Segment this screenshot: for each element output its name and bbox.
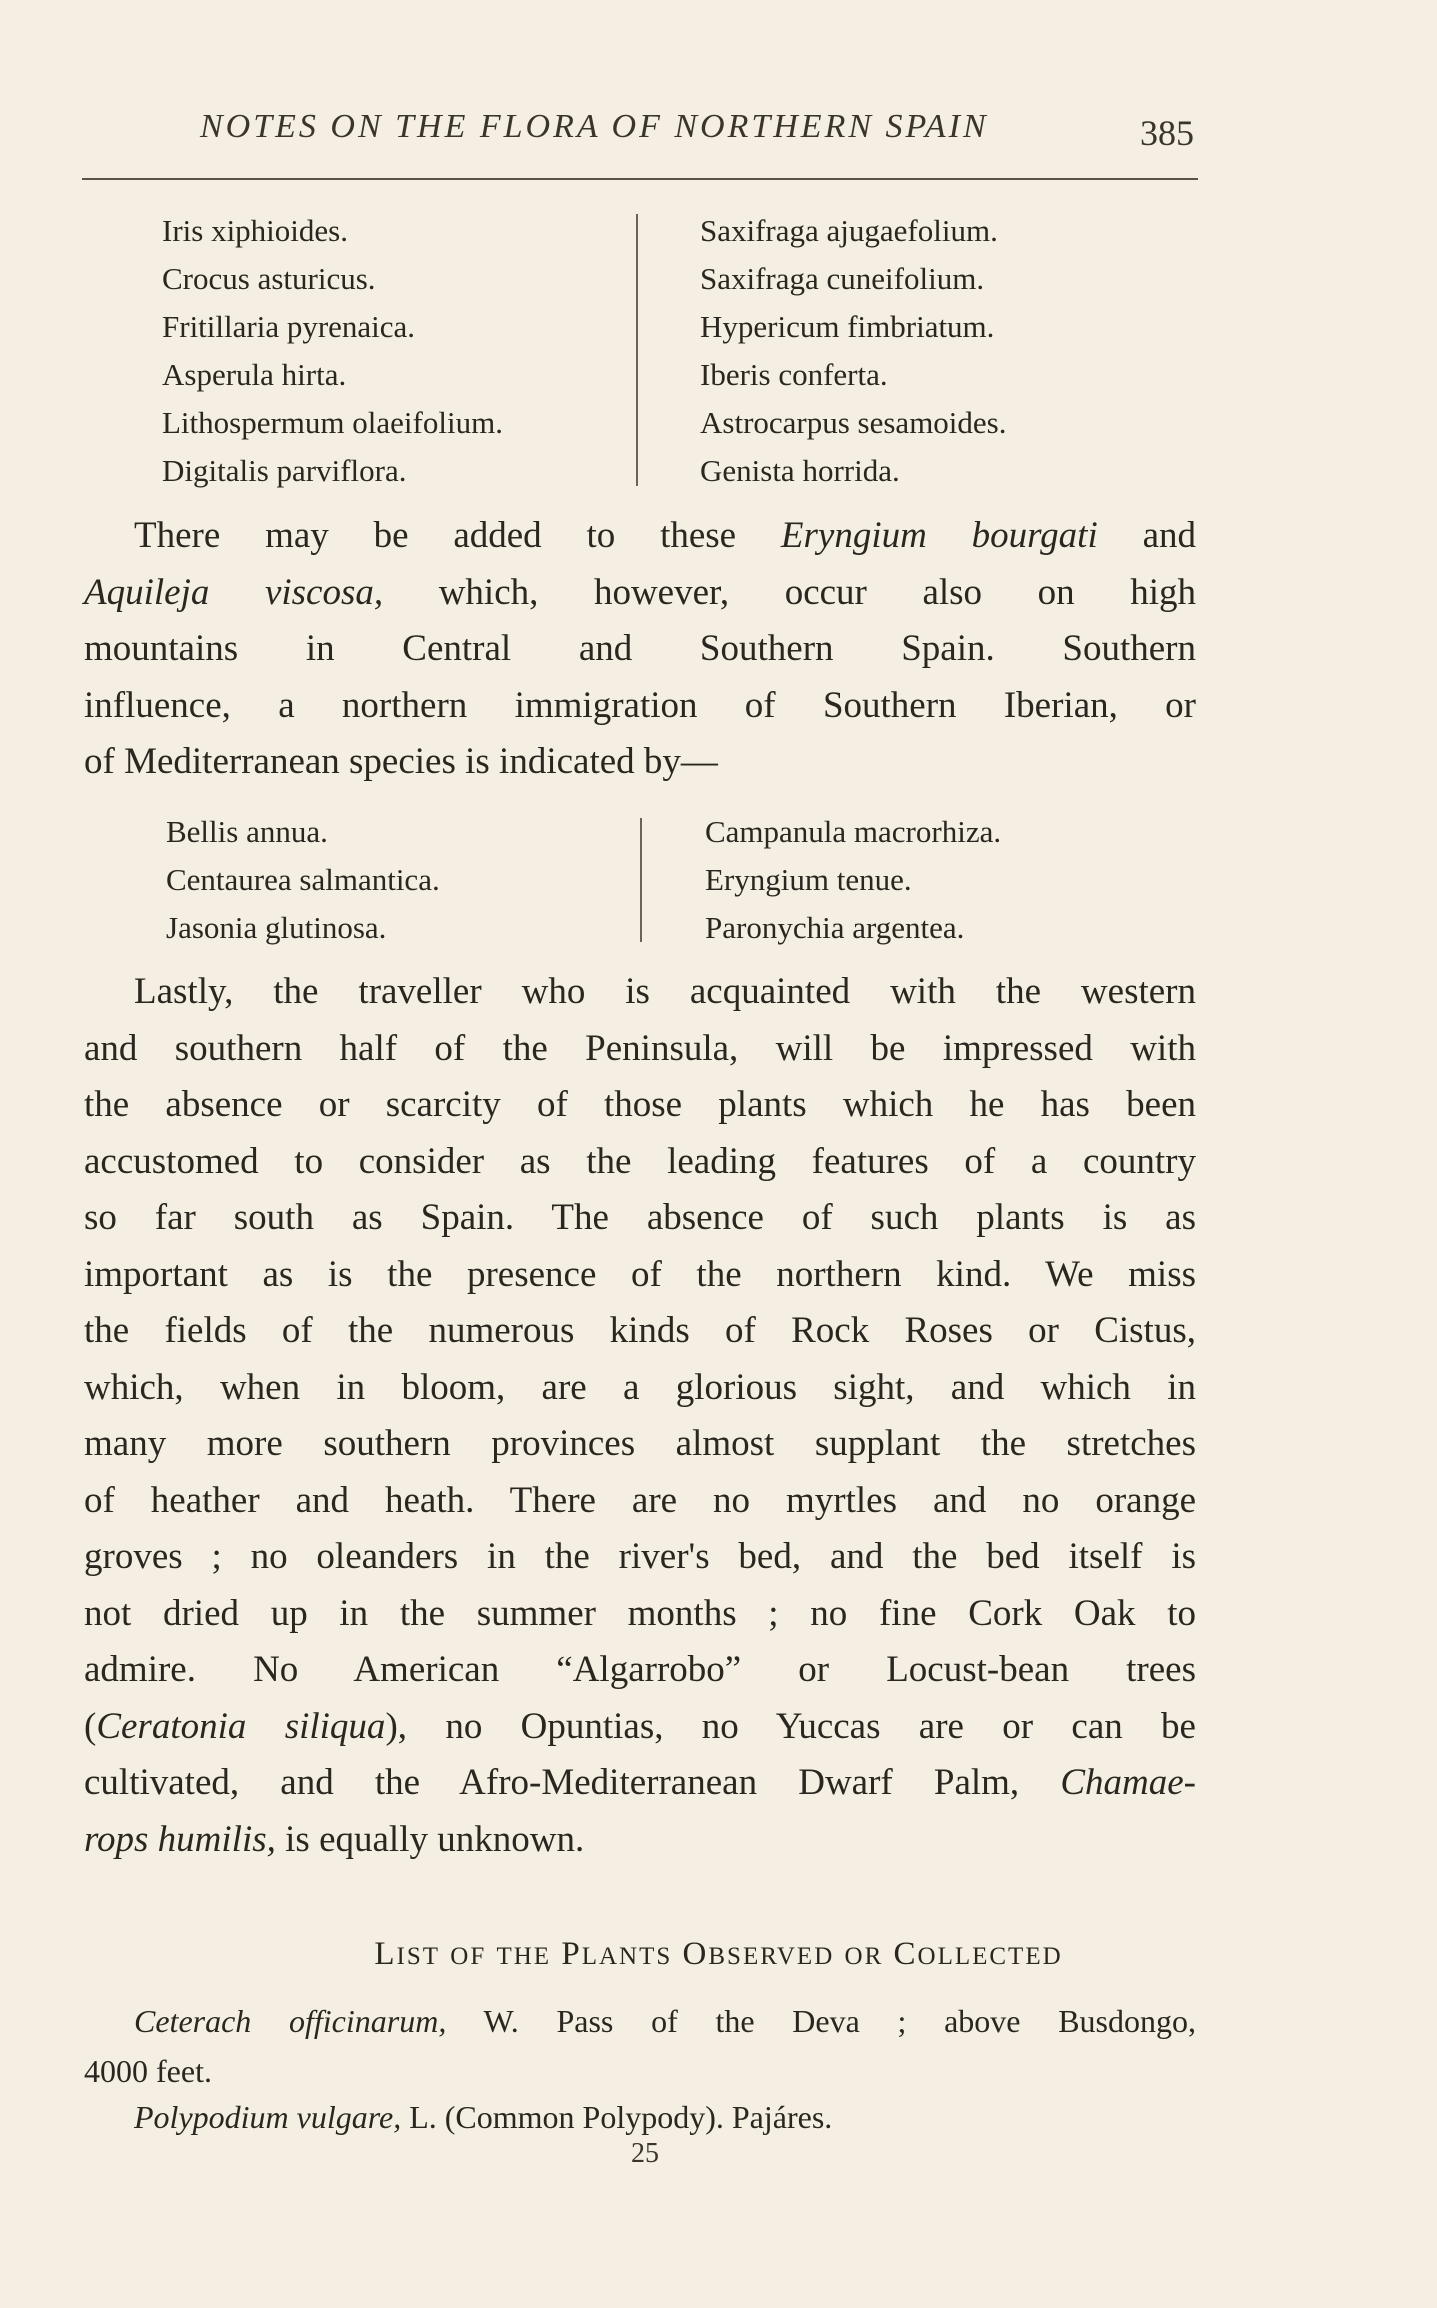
text-line: so far south as Spain. The absence of such plants is as	[84, 1197, 1196, 1238]
text-line: rops humilis, is equally unknown.	[84, 1818, 585, 1860]
text-line: and southern half of the Peninsula, will be impressed with	[84, 1027, 1196, 1069]
text-line: of heather and heath. There are no myrtles and no orange	[84, 1479, 1196, 1521]
list-item: Jasonia glutinosa.	[166, 910, 387, 945]
list-item: Lithospermum olaeifolium.	[162, 405, 503, 440]
text-line: important as is the presence of the northern kind. We miss	[84, 1253, 1196, 1295]
section-heading: LIST OF THE PLANTS OBSERVED OR COLLECTED	[374, 1936, 1063, 1972]
text-line: cultivated, and the Afro-Mediterranean Dwarf Palm, Chamae-	[84, 1762, 1196, 1803]
paragraph-2	[84, 964, 1196, 1868]
list-item: Fritillaria pyrenaica.	[162, 309, 416, 344]
list-item: Genista horrida.	[700, 453, 900, 488]
text-line: 4000 feet.	[84, 2053, 212, 2089]
text-line: many more southern provinces almost supplant the stretches	[84, 1423, 1196, 1464]
list-item: Asperula hirta.	[162, 357, 347, 392]
list-item: Hypericum fimbriatum.	[700, 309, 995, 344]
text-line: admire. No American “Algarrobo” or Locust-bean trees	[84, 1649, 1196, 1690]
plant-entry-2	[84, 2092, 1196, 2142]
list-item: Eryngium tenue.	[705, 862, 912, 897]
text-line: which, when in bloom, are a glorious sight, and which in	[84, 1366, 1196, 1408]
species-list-2-right	[705, 808, 1001, 952]
list-item: Iris xiphioides.	[162, 213, 348, 248]
list-item: Saxifraga cuneifolium.	[700, 261, 985, 296]
text-line: influence, a northern immigration of Southern Iberian, or	[84, 684, 1196, 726]
list-item: Astrocarpus sesamoides.	[700, 405, 1007, 440]
plant-entry-1	[84, 1996, 1196, 2096]
column-divider	[636, 214, 638, 486]
text-line: the fields of the numerous kinds of Rock Roses or Cistus,	[84, 1310, 1196, 1351]
list-item: Paronychia argentea.	[705, 910, 965, 945]
text-line: Aquileja viscosa, which, however, occur also on high	[84, 571, 1196, 613]
text-line: not dried up in the summer months ; no fine Cork Oak to	[84, 1592, 1196, 1634]
text-line: the absence or scarcity of those plants which he has been	[84, 1084, 1196, 1125]
text-line: There may be added to these Eryngium bourgati and	[134, 515, 1196, 556]
list-item: Saxifraga ajugaefolium.	[700, 213, 998, 248]
species-list-2-left	[166, 808, 440, 952]
list-item: Crocus asturicus.	[162, 261, 376, 296]
paragraph-1	[84, 508, 1196, 791]
running-title: NOTES ON THE FLORA OF NORTHERN SPAIN	[200, 108, 989, 145]
list-item: Iberis conferta.	[700, 357, 888, 392]
text-line: Ceterach officinarum, W. Pass of the Deva ; above Busdongo,	[134, 2003, 1197, 2039]
text-line: accustomed to consider as the leading features of a country	[84, 1140, 1196, 1182]
text-line: Polypodium vulgare, L. (Common Polypody). Pajáres.	[134, 2099, 833, 2135]
signature-mark: 25	[631, 2138, 659, 2169]
text-line: mountains in Central and Southern Spain. Southern	[84, 628, 1196, 669]
species-list-1-left	[162, 207, 503, 495]
text-line: Lastly, the traveller who is acquainted with the western	[134, 971, 1196, 1012]
page-number: 385	[1140, 113, 1194, 153]
column-divider	[640, 818, 642, 942]
species-list-1-right	[700, 207, 1007, 495]
list-item: Centaurea salmantica.	[166, 862, 440, 897]
header-rule	[82, 178, 1198, 180]
text-line: groves ; no oleanders in the river's bed, and the bed itself is	[84, 1536, 1196, 1577]
list-item: Campanula macrorhiza.	[705, 814, 1002, 849]
text-line: (Ceratonia siliqua), no Opuntias, no Yuccas are or can be	[84, 1705, 1196, 1747]
list-item: Digitalis parviflora.	[162, 453, 407, 488]
list-item: Bellis annua.	[166, 814, 328, 849]
text-line: of Mediterranean species is indicated by—	[84, 741, 718, 782]
